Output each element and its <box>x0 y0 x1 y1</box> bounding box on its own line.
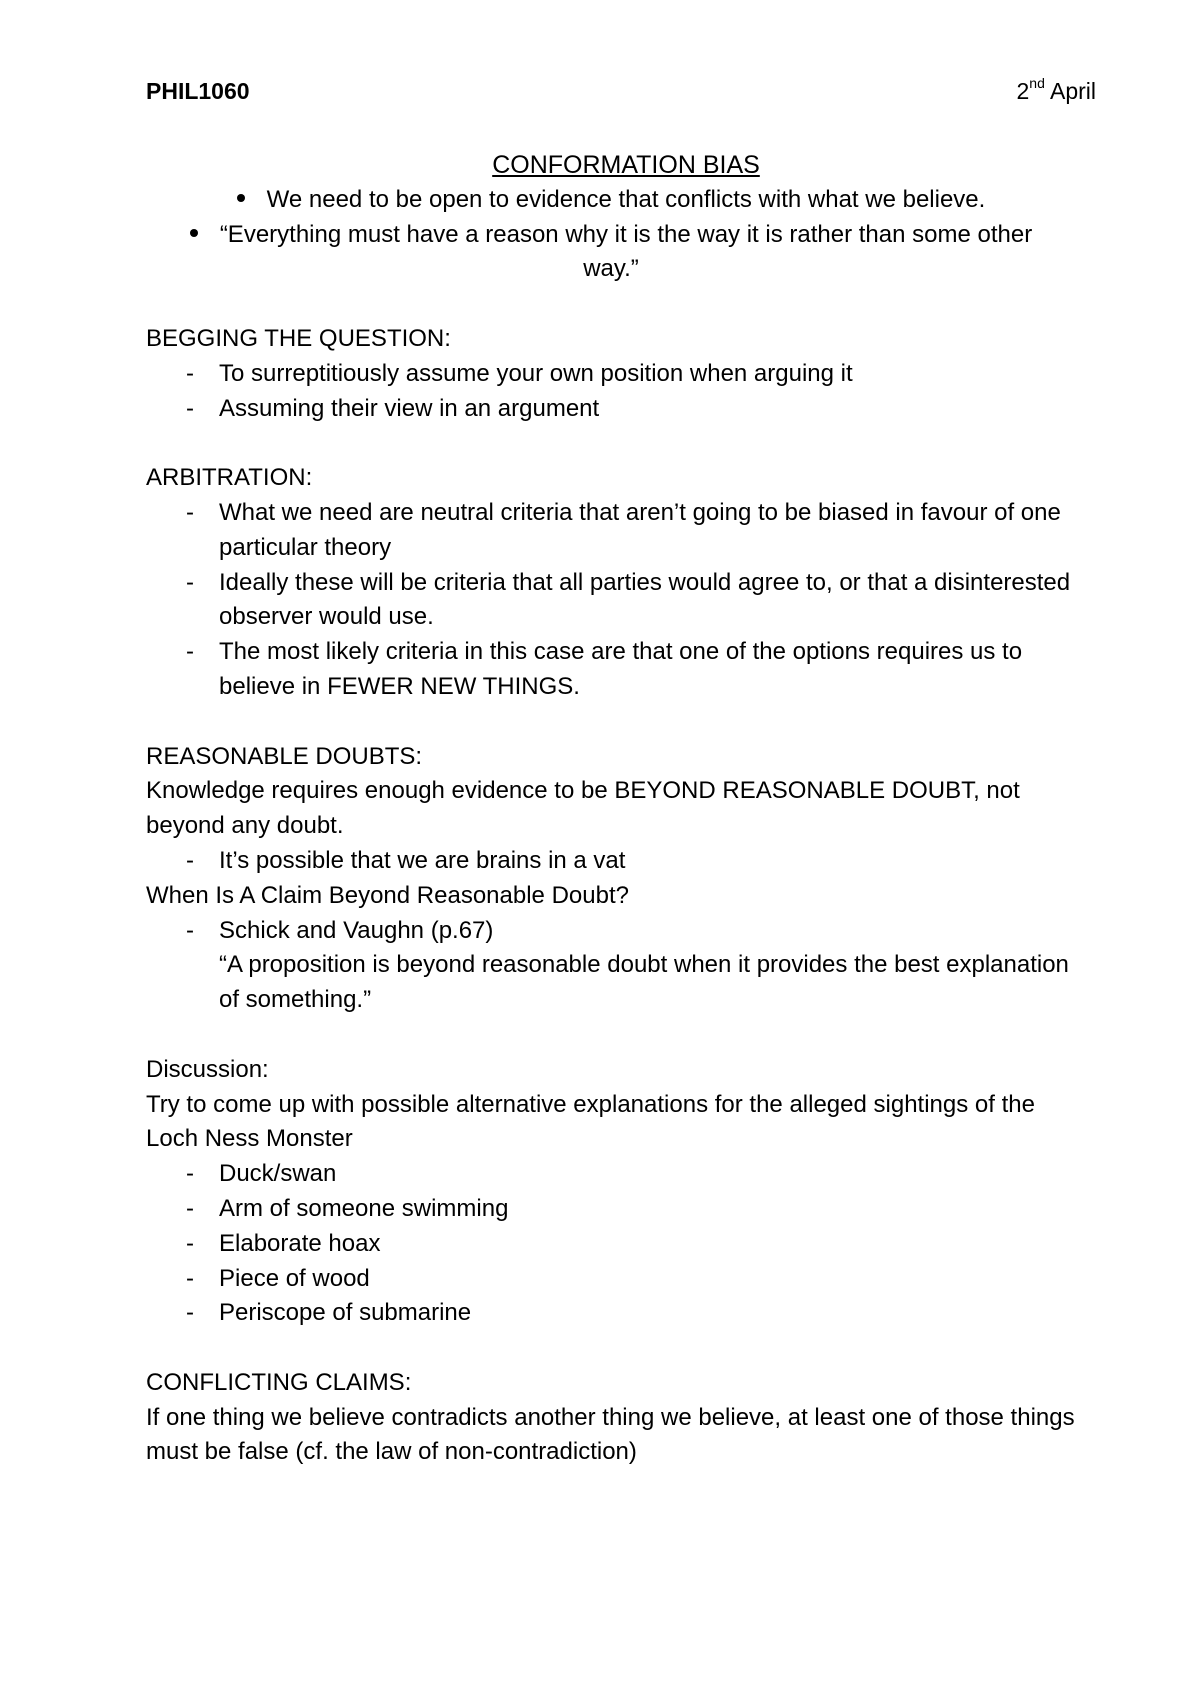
list-item <box>146 357 1076 392</box>
list-item-text: Schick and Vaughn (p.67) <box>219 916 494 944</box>
list-item <box>146 1262 1076 1297</box>
course-code: PHIL1060 <box>146 78 250 104</box>
dash-list <box>146 496 1076 705</box>
list-item <box>146 1157 1076 1192</box>
list-item <box>146 1192 1076 1227</box>
dash-marker: - <box>186 1194 194 1222</box>
section-heading: BEGGING THE QUESTION: <box>146 324 451 352</box>
dash-list <box>146 844 1076 879</box>
date-day: 2 <box>1016 78 1030 104</box>
list-item <box>146 844 1076 879</box>
list-item <box>146 392 1076 427</box>
intro-bullet-item <box>176 183 1046 218</box>
section-heading: REASONABLE DOUBTS: <box>146 742 423 770</box>
bullet-dot-icon <box>237 194 245 202</box>
list-item <box>146 914 1076 1018</box>
dash-list <box>146 357 1076 427</box>
section-subheading: When Is A Claim Beyond Reasonable Doubt? <box>146 881 629 909</box>
section-arbitration <box>146 461 1076 705</box>
dash-marker: - <box>186 359 194 387</box>
list-item-text: What we need are neutral criteria that aren’t going to be biased in favour of one particular theory <box>219 498 1061 561</box>
bullet-dot-icon <box>190 229 198 237</box>
list-item <box>146 1296 1076 1331</box>
date-suffix: nd <box>1029 75 1045 92</box>
dash-marker: - <box>186 1229 194 1257</box>
section-paragraph: Knowledge requires enough evidence to be BEYOND REASONABLE DOUBT, not beyond any doubt. <box>146 777 1020 840</box>
intro-bullet-text: We need to be open to evidence that conflicts with what we believe. <box>266 185 986 213</box>
section-paragraph: If one thing we believe contradicts another thing we believe, at least one of those things must be false (cf. the law of non-contradiction) <box>146 1403 1075 1466</box>
list-item <box>146 496 1076 566</box>
dash-marker: - <box>186 498 194 526</box>
dash-marker: - <box>186 846 194 874</box>
list-item-text: Periscope of submarine <box>219 1299 472 1327</box>
list-item <box>146 1227 1076 1262</box>
list-item-text: Elaborate hoax <box>219 1229 381 1257</box>
intro-bullet-item <box>176 218 1046 288</box>
lecture-date <box>1016 75 1096 105</box>
list-item-text: To surreptitiously assume your own position when arguing it <box>219 359 853 387</box>
section-conflicting-claims <box>146 1366 1076 1470</box>
dash-marker: - <box>186 568 194 596</box>
page-title: CONFORMATION BIAS <box>492 151 760 179</box>
section-begging-the-question <box>146 322 1076 426</box>
date-month: April <box>1049 78 1096 104</box>
list-item-text: Ideally these will be criteria that all parties would agree to, or that a disinterested observer would use. <box>219 568 1071 631</box>
dash-list <box>146 914 1076 1018</box>
intro-bullet-text: “Everything must have a reason why it is the way it is rather than some other way.” <box>219 220 1033 283</box>
list-item-text: The most likely criteria in this case are that one of the options requires us to believe in FEWER NEW THINGS. <box>219 638 1023 700</box>
list-item <box>146 566 1076 636</box>
dash-marker: - <box>186 1264 194 1292</box>
dash-marker: - <box>186 1299 194 1327</box>
dash-marker: - <box>186 1160 194 1188</box>
dash-list <box>146 1157 1076 1331</box>
notes-content <box>146 148 1076 1470</box>
list-item-text: It’s possible that we are brains in a vat <box>219 846 626 874</box>
page-header <box>146 74 1096 114</box>
intro-bullet-list <box>146 183 1076 287</box>
list-item-text: Arm of someone swimming <box>219 1194 509 1222</box>
section-paragraph: Try to come up with possible alternative explanations for the alleged sightings of the Loch Ness Monster <box>146 1090 1035 1153</box>
list-item-text: Assuming their view in an argument <box>219 394 600 422</box>
section-discussion <box>146 1053 1076 1331</box>
quote-text: “A proposition is beyond reasonable doubt when it provides the best explanation of something.” <box>219 951 1069 1014</box>
section-heading: CONFLICTING CLAIMS: <box>146 1368 412 1396</box>
dash-marker: - <box>186 394 194 422</box>
section-heading: Discussion: <box>146 1055 269 1083</box>
dash-marker: - <box>186 916 194 944</box>
list-item <box>146 635 1076 705</box>
list-item-text: Duck/swan <box>219 1160 337 1188</box>
dash-marker: - <box>186 638 194 666</box>
section-reasonable-doubts <box>146 740 1076 1018</box>
section-heading: ARBITRATION: <box>146 464 313 492</box>
list-item-text: Piece of wood <box>219 1264 370 1292</box>
